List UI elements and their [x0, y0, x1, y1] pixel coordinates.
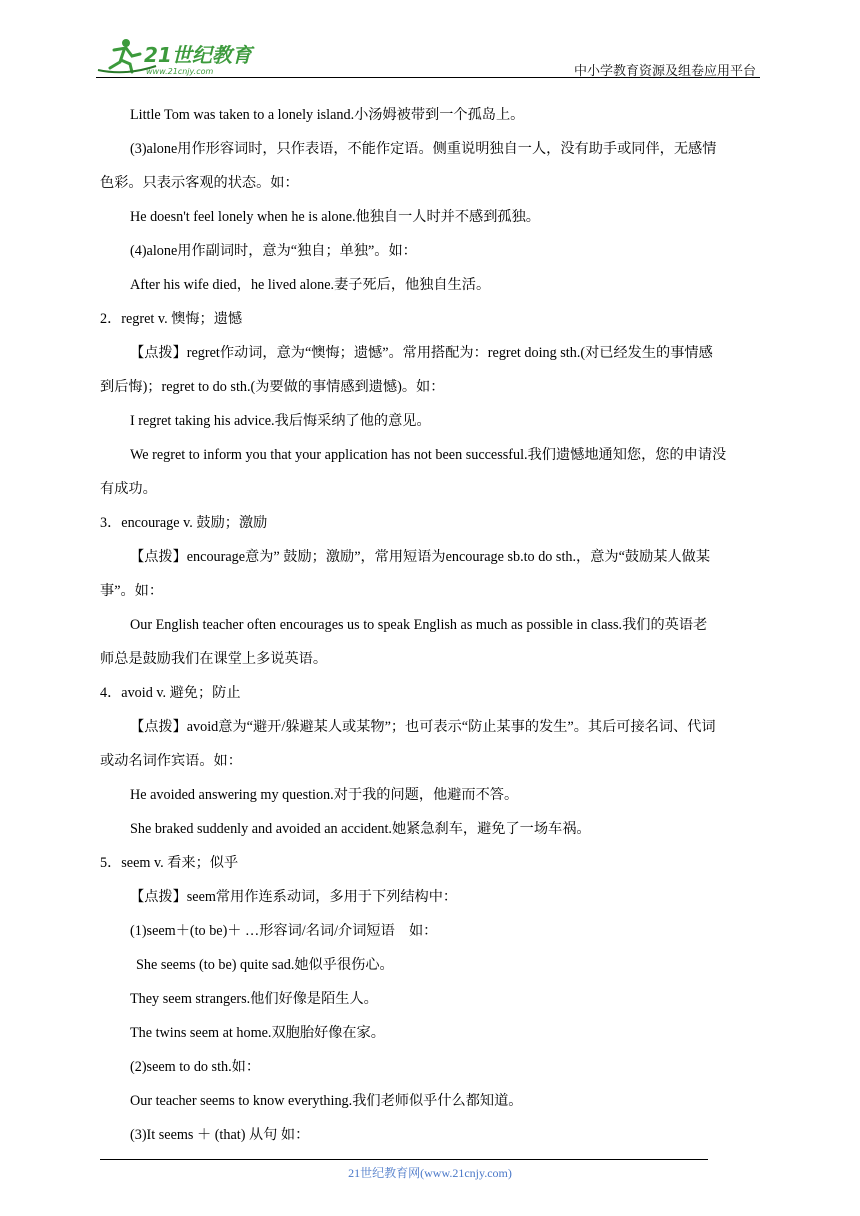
- text-line: The twins seem at home.双胞胎好像在家。: [130, 1025, 385, 1041]
- text-line: (4)alone用作副词时，意为“独自；单独”。如：: [130, 243, 417, 259]
- document-body: [100, 98, 762, 1152]
- text-line: She seems (to be) quite sad.她似乎很伤心。: [136, 957, 394, 973]
- text-line: We regret to inform you that your application has not been successful.我们遗憾地通知您，您的申请没: [130, 447, 727, 463]
- footer-text: 21世纪教育网(www.21cnjy.com): [348, 1166, 512, 1180]
- text-line: (3)alone用作形容词时，只作表语，不能作定语。侧重说明独自一人，没有助手或同伴，无感情: [130, 141, 717, 157]
- text-line: They seem strangers.他们好像是陌生人。: [130, 991, 378, 1007]
- text-line: 或动名词作宾语。如：: [100, 753, 242, 769]
- text-line: 5．seem v. 看来；似乎: [100, 855, 239, 871]
- platform-name: 中小学教育资源及组卷应用平台: [573, 64, 756, 79]
- text-line: 【点拨】avoid意为“避开/躲避某人或某物”；也可表示“防止某事的发生”。其后可接名词、代词: [130, 719, 716, 735]
- text-line: Our English teacher often encourages us to speak English as much as possible in class.我们的英语老: [130, 617, 708, 633]
- logo-url: www.21cnjy.com: [146, 67, 214, 76]
- logo: [96, 36, 266, 76]
- logo-title: 21世纪教育: [144, 43, 252, 67]
- text-line: Little Tom was taken to a lonely island.小汤姆被带到一个孤岛上。: [130, 107, 525, 123]
- text-line: 到后悔)；regret to do sth.(为要做的事情感到遗憾)。如：: [100, 379, 445, 395]
- text-line: 【点拨】encourage意为” 鼓励；激励”，常用短语为encourage sb.to do sth.，意为“鼓励某人做某: [130, 549, 711, 565]
- text-line: 有成功。: [100, 481, 157, 497]
- text-line: (2)seem to do sth.如：: [130, 1059, 261, 1075]
- text-line: After his wife died，he lived alone.妻子死后，他独自生活。: [130, 277, 491, 293]
- text-line: She braked suddenly and avoided an accident.她紧急刹车，避免了一场车祸。: [130, 821, 591, 837]
- text-line: 师总是鼓励我们在课堂上多说英语。: [100, 651, 328, 667]
- text-line: He doesn't feel lonely when he is alone.他独自一人时并不感到孤独。: [130, 209, 540, 225]
- text-line: He avoided answering my question.对于我的问题，他避而不答。: [130, 787, 519, 803]
- text-line: (3)It seems ＋ (that) 从句 如：: [130, 1127, 310, 1143]
- text-line: 色彩。只表示客观的状态。如：: [100, 175, 299, 191]
- text-line: 2．regret v. 懊悔；遗憾: [100, 311, 243, 327]
- text-line: 3．encourage v. 鼓励；激励: [100, 515, 268, 531]
- text-line: 事”。如：: [100, 583, 164, 599]
- text-line: 【点拨】seem常用作连系动词，多用于下列结构中：: [130, 889, 458, 905]
- page-header: [96, 30, 760, 78]
- header-divider: [96, 77, 760, 78]
- text-line: 【点拨】regret作动词，意为“懊悔；遗憾”。常用搭配为：regret doing sth.(对已经发生的事情感: [130, 345, 713, 361]
- text-line: Our teacher seems to know everything.我们老师似乎什么都知道。: [130, 1093, 523, 1109]
- logo-graphic: [96, 36, 266, 76]
- text-line: I regret taking his advice.我后悔采纳了他的意见。: [130, 413, 431, 429]
- footer-divider: [100, 1159, 708, 1160]
- text-line: (1)seem＋(to be)＋ …形容词/名词/介词短语 如：: [130, 923, 438, 939]
- text-line: 4．avoid v. 避免；防止: [100, 685, 241, 701]
